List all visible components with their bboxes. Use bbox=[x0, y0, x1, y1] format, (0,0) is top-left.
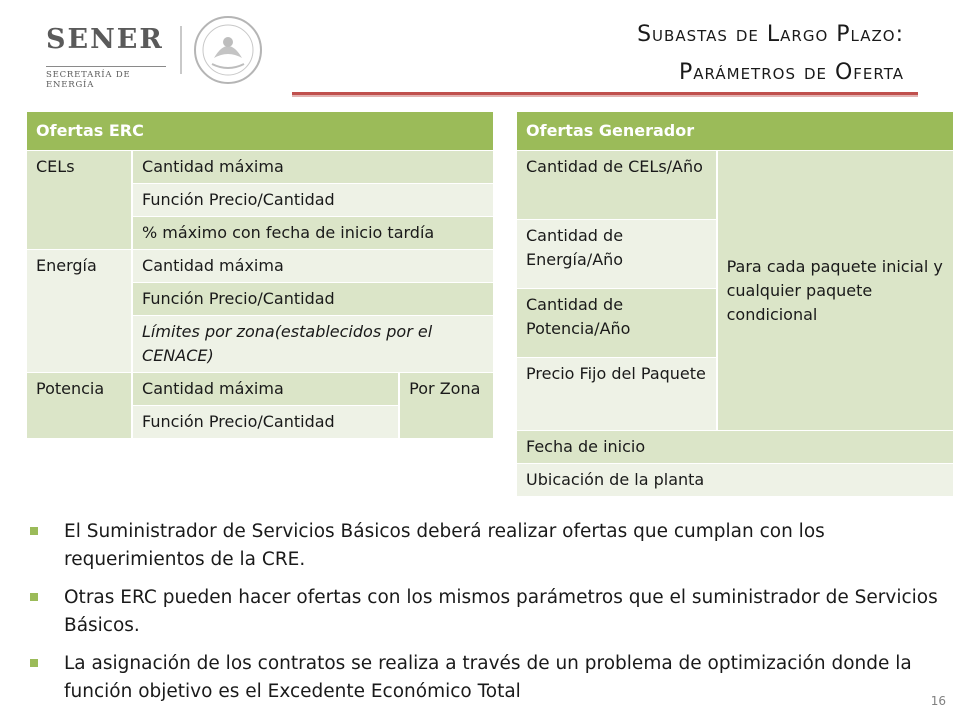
gen-header-row bbox=[517, 112, 954, 151]
table-row bbox=[517, 431, 954, 464]
bullet-text: Otras ERC pueden hacer ofertas con los mismos parámetros que el suministrador de Servicios Básicos. bbox=[64, 587, 938, 636]
erc-cell: Cantidad máxima bbox=[132, 151, 494, 184]
gen-cell: Fecha de inicio bbox=[517, 431, 954, 464]
page-number: 16 bbox=[930, 694, 946, 708]
table-row bbox=[27, 373, 494, 406]
bullet-square-icon bbox=[30, 593, 38, 601]
erc-group-cels: CELs bbox=[27, 151, 132, 250]
list-item bbox=[30, 584, 945, 640]
logo-name: SENER bbox=[46, 24, 164, 55]
national-seal-icon bbox=[192, 14, 264, 86]
slide-title bbox=[637, 16, 904, 92]
bullet-text: El Suministrador de Servicios Básicos deberá realizar ofertas que cumplan con los requerimientos de la CRE. bbox=[64, 521, 825, 570]
erc-header: Ofertas ERC bbox=[27, 112, 494, 151]
erc-offers-table bbox=[27, 112, 495, 439]
bullet-square-icon bbox=[30, 659, 38, 667]
gen-cell: Cantidad de Energía/Año bbox=[517, 220, 717, 289]
erc-cell: Límites por zona(establecidos por el CENACE) bbox=[132, 316, 494, 373]
gen-merged-note: Para cada paquete inicial y cualquier paquete condicional bbox=[717, 151, 954, 431]
title-line-1: Subastas de Largo Plazo: bbox=[637, 22, 904, 47]
erc-cell: % máximo con fecha de inicio tardía bbox=[132, 217, 494, 250]
erc-cell: Función Precio/Cantidad bbox=[132, 283, 494, 316]
erc-group-energia: Energía bbox=[27, 250, 132, 373]
erc-group-potencia: Potencia bbox=[27, 373, 132, 439]
table-row bbox=[27, 250, 494, 283]
title-line-2: Parámetros de Oferta bbox=[679, 60, 904, 85]
gen-cell: Cantidad de CELs/Año bbox=[517, 151, 717, 220]
erc-cell: Cantidad máxima bbox=[132, 250, 494, 283]
erc-cell: Cantidad máxima bbox=[132, 373, 399, 406]
bullet-text: La asignación de los contratos se realiza a través de un problema de optimización donde la función objetivo es el Excedente Económico Total bbox=[64, 653, 912, 702]
erc-zone-note: Por Zona bbox=[399, 373, 494, 439]
bullet-list bbox=[30, 518, 945, 716]
gen-header: Ofertas Generador bbox=[517, 112, 954, 151]
erc-header-row bbox=[27, 112, 494, 151]
gen-cell: Cantidad de Potencia/Año bbox=[517, 289, 717, 358]
bullet-square-icon bbox=[30, 527, 38, 535]
logo-underline bbox=[46, 66, 166, 67]
gen-cell: Ubicación de la planta bbox=[517, 464, 954, 497]
table-row bbox=[517, 464, 954, 497]
sener-logo bbox=[46, 22, 181, 90]
logo-divider bbox=[180, 26, 182, 74]
logo-subtitle: SECRETARÍA DE ENERGÍA bbox=[46, 70, 131, 90]
list-item bbox=[30, 518, 945, 574]
generator-offers-table bbox=[517, 112, 955, 497]
erc-cell: Función Precio/Cantidad bbox=[132, 184, 494, 217]
table-row bbox=[517, 151, 954, 220]
erc-cell: Función Precio/Cantidad bbox=[132, 406, 399, 439]
title-rule-shadow bbox=[292, 95, 918, 97]
table-row bbox=[27, 151, 494, 184]
list-item bbox=[30, 650, 945, 706]
gen-cell: Precio Fijo del Paquete bbox=[517, 358, 717, 431]
